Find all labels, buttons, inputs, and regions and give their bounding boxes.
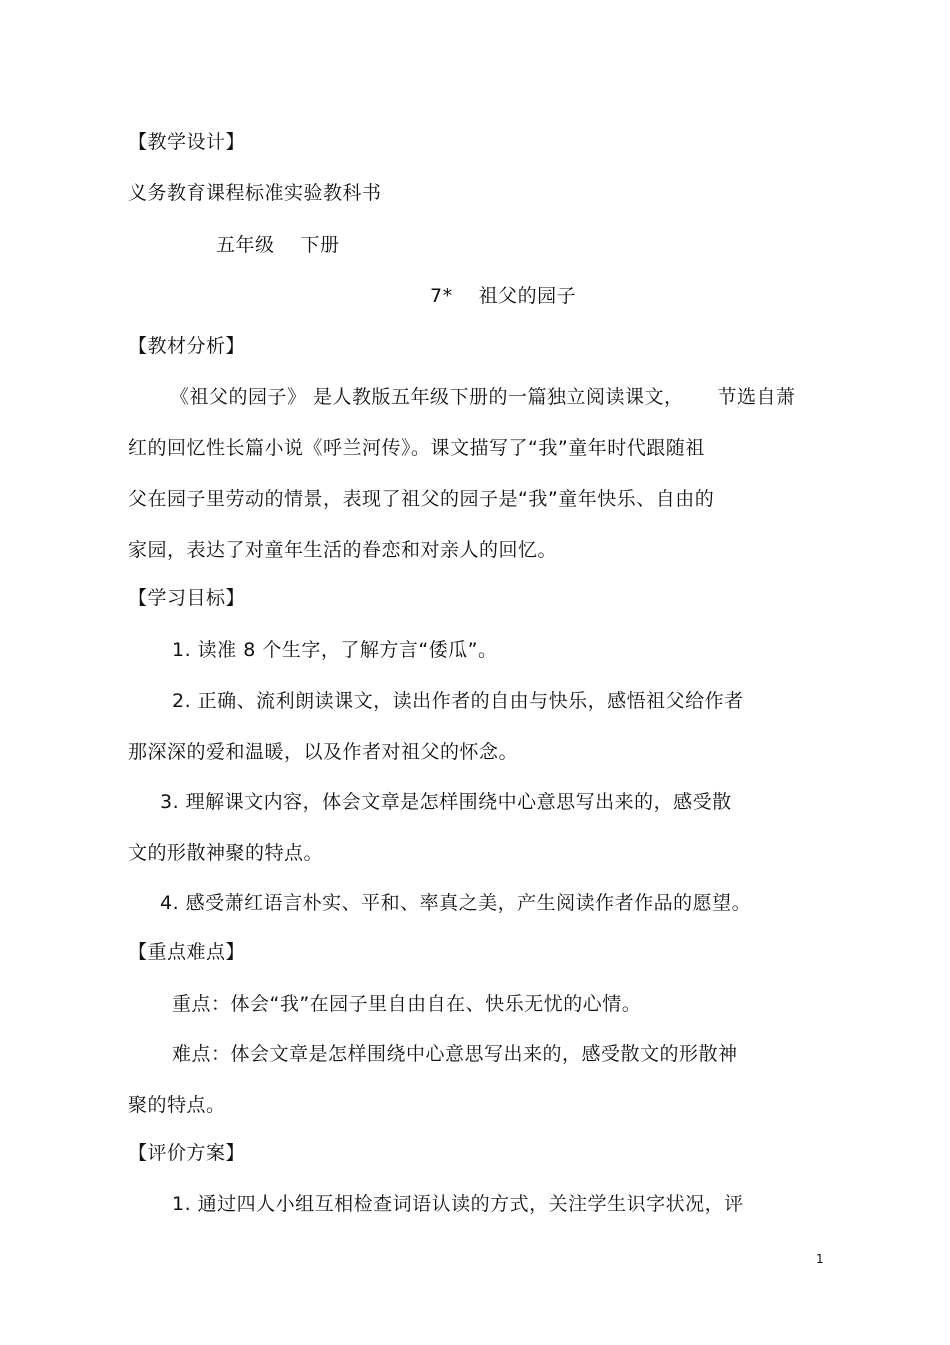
section-heading-key-points: 【重点难点】 (128, 941, 246, 963)
paragraph-text: 节选自萧 (717, 386, 796, 408)
paragraph-text: 《祖父的园子》 是人教版五年级下册的一篇独立阅读课文， (170, 386, 684, 408)
goal-item-continuation: 那深深的爱和温暖，以及作者对祖父的怀念。 (128, 741, 519, 763)
paragraph-line: 红的回忆性长篇小说《呼兰河传》。课文描写了“我”童年时代跟随祖 (128, 437, 705, 459)
lesson-number: 7* (430, 285, 453, 307)
lesson-title-line (430, 284, 576, 308)
lesson-title: 祖父的园子 (478, 285, 577, 307)
textbook-series: 义务教育课程标准实验教科书 (128, 182, 382, 204)
goal-item: 2. 正确、流利朗读课文，读出作者的自由与快乐，感悟祖父给作者 (172, 690, 744, 712)
section-heading-evaluation: 【评价方案】 (128, 1142, 246, 1164)
paragraph-line: 家园，表达了对童年生活的眷恋和对亲人的回忆。 (128, 539, 558, 561)
page-number: 1 (816, 1252, 824, 1266)
goal-item: 1. 读准 8 个生字，了解方言“倭瓜”。 (172, 639, 498, 661)
volume-label: 下册 (300, 234, 340, 256)
difficulty-item: 难点：体会文章是怎样围绕中心意思写出来的，感受散文的形散神 (172, 1043, 738, 1065)
key-point-item: 重点：体会“我”在园子里自由自在、快乐无忧的心情。 (172, 993, 642, 1015)
grade-label: 五年级 (216, 234, 275, 256)
paragraph-line (170, 385, 796, 409)
section-heading-learning-goals: 【学习目标】 (128, 587, 246, 609)
section-heading-material-analysis: 【教材分析】 (128, 335, 246, 357)
goal-item: 3. 理解课文内容，体会文章是怎样围绕中心意思写出来的，感受散 (160, 791, 732, 813)
grade-volume (216, 233, 340, 257)
evaluation-item: 1. 通过四人小组互相检查词语认读的方式，关注学生识字状况，评 (172, 1193, 744, 1215)
difficulty-item-continuation: 聚的特点。 (128, 1094, 226, 1116)
section-heading-teaching-design: 【教学设计】 (128, 131, 246, 153)
goal-item-continuation: 文的形散神聚的特点。 (128, 842, 324, 864)
goal-item: 4. 感受萧红语言朴实、平和、率真之美，产生阅读作者作品的愿望。 (160, 892, 752, 914)
paragraph-line: 父在园子里劳动的情景，表现了祖父的园子是“我”童年快乐、自由的 (128, 488, 715, 510)
